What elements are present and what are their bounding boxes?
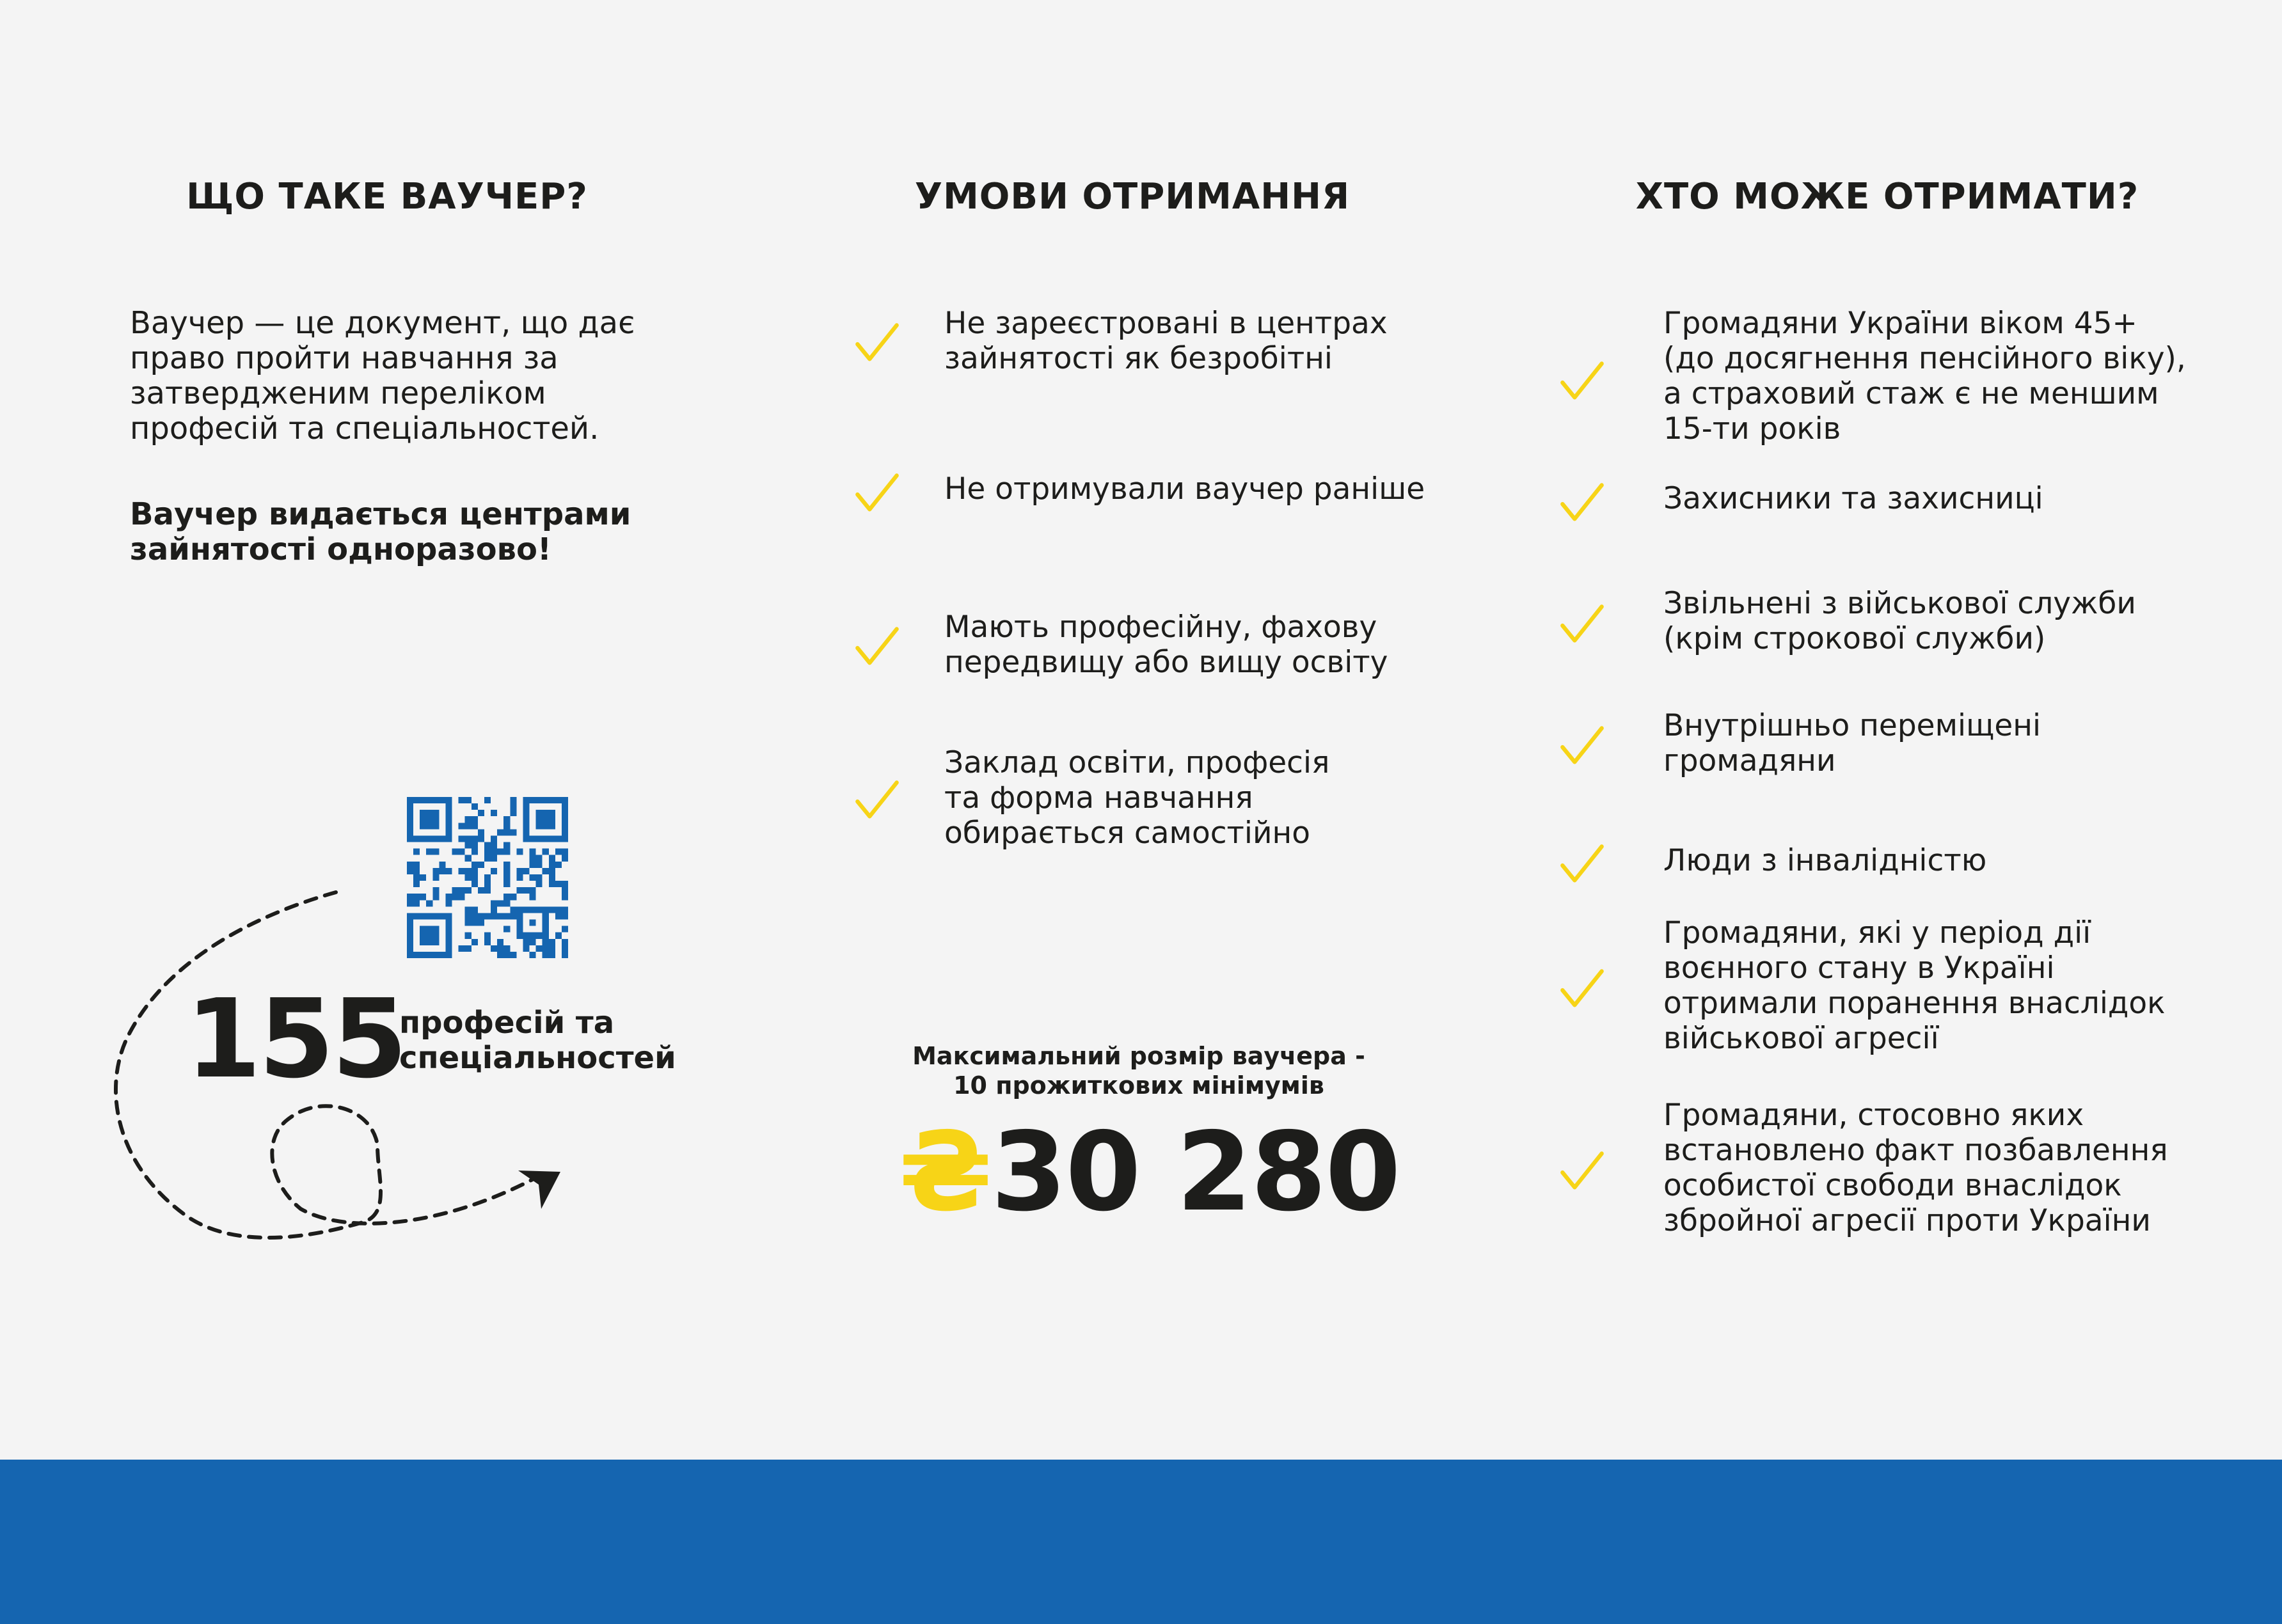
hryvnia-sign-icon: ₴ [899, 1109, 992, 1236]
condition-item: Мають професійну, фахову передвищу або вищу освіту [944, 610, 1388, 680]
conditions-heading: УМОВИ ОТРИМАННЯ [914, 176, 1351, 217]
what-is-voucher-heading: ЩО ТАКЕ ВАУЧЕР? [186, 176, 588, 217]
check-icon [1558, 480, 1606, 527]
condition-item: Не отримували ваучер раніше [944, 471, 1425, 507]
check-icon [1558, 841, 1606, 888]
voucher-definition: Ваучер — це документ, що дає право пройти навчання за затвердженим переліком професій та спеціальностей. [130, 305, 635, 446]
max-voucher-caption: Максимальний розмір ваучера - 10 прожиткових мінімумів [912, 1042, 1365, 1100]
max-voucher-amount [899, 1109, 1400, 1236]
eligible-group-item: Люди з інвалідністю [1663, 843, 1987, 878]
check-icon [1558, 966, 1606, 1013]
voucher-issue-note: Ваучер видається центрами зайнятості одноразово! [130, 496, 631, 567]
check-icon [853, 470, 901, 517]
check-icon [1558, 358, 1606, 406]
check-icon [853, 624, 901, 671]
check-icon [853, 320, 901, 367]
eligible-group-item: Звільнені з військової служби (крім строкової служби) [1663, 586, 2136, 656]
eligible-group-item: Громадяни України віком 45+ (до досягнення пенсійного віку), а страховий стаж є не меншим 15-ти років [1663, 306, 2186, 446]
who-can-get-heading: ХТО МОЖЕ ОТРИМАТИ? [1635, 176, 2139, 217]
check-icon [1558, 1148, 1606, 1195]
eligible-group-item: Громадяни, стосовно яких встановлено факт позбавлення особистої свободи внаслідок збройної агресії проти України [1663, 1098, 2168, 1238]
check-icon [1558, 601, 1606, 649]
eligible-group-item: Громадяни, які у період дії воєнного стану в Україні отримали поранення внаслідок військової агресії [1663, 915, 2166, 1056]
amount-value: 30 280 [991, 1109, 1400, 1236]
eligible-group-item: Захисники та захисниці [1663, 481, 2043, 516]
check-icon [853, 777, 901, 824]
check-icon [1558, 723, 1606, 770]
professions-count: 155 [186, 976, 405, 1103]
condition-item: Не зареєстровані в центрах зайнятості як безробітні [944, 306, 1388, 376]
eligible-group-item: Внутрішньо переміщені громадяни [1663, 708, 2041, 778]
footer-blue-band [0, 1460, 2282, 1624]
condition-item: Заклад освіти, професія та форма навчання обирається самостійно [944, 745, 1330, 851]
professions-count-label: професій та спеціальностей [399, 1005, 676, 1076]
